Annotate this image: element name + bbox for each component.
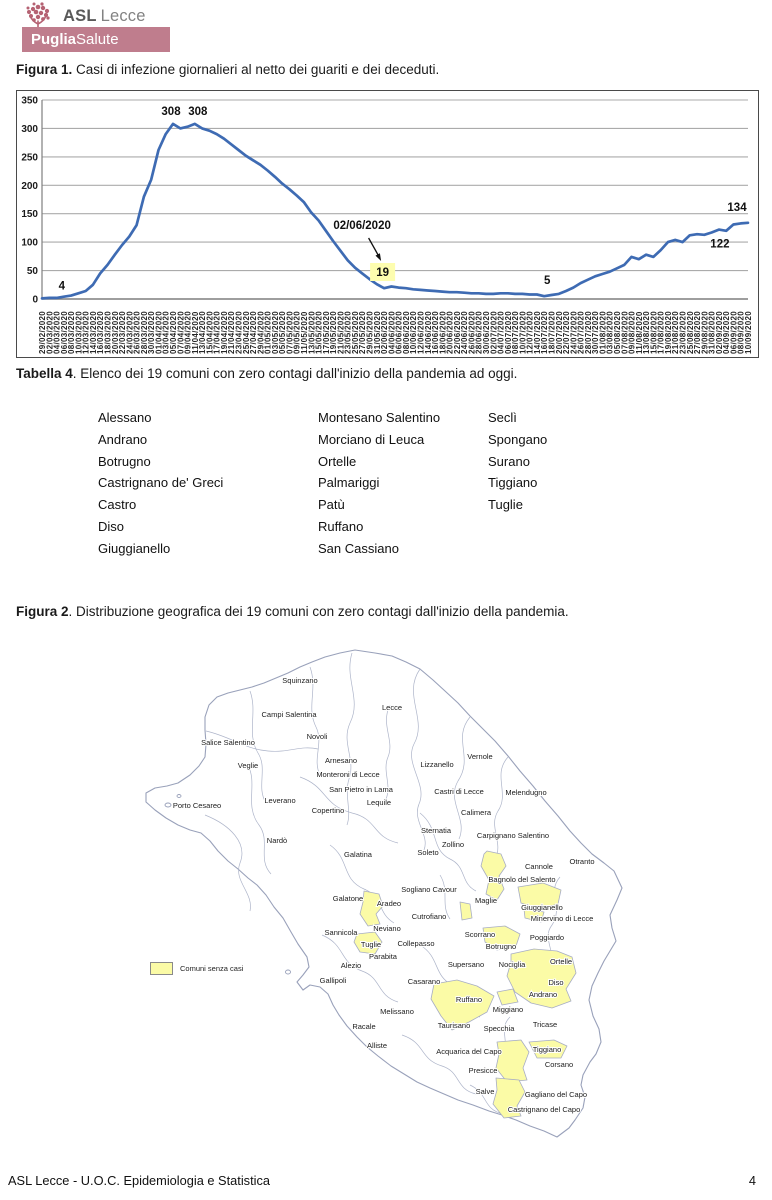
map-label: Calimera [460,808,492,817]
map-label: Ruffano [455,995,483,1004]
x-axis-tick-label: 18/07/2020 [547,310,557,354]
salute-text: Salute [76,31,119,48]
x-axis-tick-label: 09/05/2020 [292,310,302,354]
map-label: Parabita [369,952,397,961]
x-axis-tick-label: 25/04/2020 [241,310,251,354]
x-axis-tick-label: 10/03/2020 [74,310,84,354]
x-axis-tick-label: 04/09/2020 [722,310,732,354]
x-axis-tick-label: 05/05/2020 [278,310,288,354]
comune-item: Morciano di Leuca [318,431,425,447]
islet [286,970,291,974]
x-axis-tick-label: 21/08/2020 [671,310,681,354]
x-axis-tick-label: 27/04/2020 [249,310,259,354]
comune-item: Patù [318,497,345,513]
map-label: Corsano [544,1060,574,1069]
x-axis-tick-label: 31/05/2020 [372,310,382,354]
comune-item: Alessano [98,410,152,425]
comuni-list-column-3 [488,407,547,516]
map-label: Veglie [237,761,259,770]
comune-item: Ruffano [318,518,364,534]
x-axis-tick-label: 08/07/2020 [511,310,521,354]
comune-item: Tiggiano [488,475,538,491]
map-label: Ortelle [549,957,573,966]
x-axis-tick-label: 11/05/2020 [300,311,309,354]
map-label: Scorrano [464,930,496,939]
map-label: Galatone [332,894,364,903]
map-label: Cannole [525,862,553,871]
comune-item: Giuggianello [98,540,171,556]
map-label: Poggiardo [529,933,565,942]
data-label: 308 [161,105,181,118]
x-axis-tick-label: 22/07/2020 [562,310,571,354]
x-axis-tick-label: 23/08/2020 [678,310,688,354]
x-axis-tick-label: 19/05/2020 [329,310,339,354]
x-axis-tick-label: 14/03/2020 [88,310,98,354]
y-axis-tick-label: 350 [21,95,38,107]
x-axis-tick-label: 01/05/2020 [263,310,273,354]
map-label: Arnesano [324,756,358,765]
x-axis-tick-label: 27/08/2020 [693,310,703,354]
map-label: Otranto [569,857,595,866]
map-label: Taurisano [437,1021,471,1030]
map-label: Salve [475,1087,495,1096]
map-label: Campi Salentina [261,710,317,719]
x-axis-tick-label: 29/04/2020 [256,310,266,354]
callout-date-label: 02/06/2020 [333,220,391,232]
x-axis-tick-label: 06/07/2020 [503,310,513,354]
map-label: Tuglie [360,940,382,949]
legend-swatch [150,962,173,975]
comune-item: Tuglie [488,497,523,513]
page-number: 4 [748,1173,756,1188]
x-axis-tick-label: 26/06/2020 [467,310,477,354]
x-axis-tick-label: 16/07/2020 [540,310,550,354]
y-axis-tick-label: 250 [21,152,38,164]
islet [165,803,171,807]
asl-text: ASL [63,7,97,25]
x-axis-tick-label: 03/08/2020 [605,310,615,354]
highlighted-value-label: 19 [376,267,389,279]
x-axis-tick-label: 18/03/2020 [103,310,113,354]
y-axis-tick-label: 300 [21,123,38,135]
y-axis-tick-label: 150 [21,209,38,221]
x-axis-tick-label: 12/07/2020 [525,310,535,354]
x-axis-tick-label: 14/07/2020 [532,310,542,354]
x-axis-tick-label: 19/04/2020 [220,310,229,354]
comune-item: Botrugno [98,453,151,469]
pugliasalute-banner [22,27,170,52]
x-axis-tick-label: 16/03/2020 [96,310,106,354]
callout-arrow [369,238,379,255]
figure1-caption-text: Casi di infezione giornalieri al netto dei guariti e dei deceduti. [72,62,440,77]
map-label: Diso [548,978,564,987]
map-label: Specchia [483,1024,515,1033]
figure1-caption-label: Figura 1. [16,62,73,77]
data-label: 4 [58,280,66,293]
x-axis-tick-label: 28/03/2020 [139,310,149,354]
x-axis-tick-label: 04/07/2020 [496,310,506,354]
comune-item: Diso [98,518,125,534]
zero-case-patch-surano-area [460,902,472,920]
x-axis-tick-label: 28/07/2020 [583,310,593,354]
x-axis-tick-label: 14/06/2020 [423,310,433,354]
x-axis-tick-label: 08/06/2020 [401,310,411,354]
x-axis-tick-label: 23/05/2020 [343,310,353,354]
x-axis-tick-label: 12/06/2020 [416,310,426,354]
comune-item: Ortelle [318,453,357,469]
map-label: Casarano [407,977,441,986]
map-label: Nociglia [498,960,526,969]
x-axis-tick-label: 01/04/2020 [154,310,164,354]
map-label: Miggiano [492,1005,524,1014]
lecce-text: Lecce [100,7,146,25]
x-axis-tick-label: 22/06/2020 [452,310,462,354]
x-axis-tick-label: 04/03/2020 [52,310,62,354]
map-label: Aradeo [376,899,402,908]
x-axis-tick-label: 21/05/2020 [336,310,346,354]
x-axis-tick-label: 03/05/2020 [270,310,280,354]
map-label: Collepasso [397,939,435,948]
x-axis-tick-label: 31/08/2020 [707,310,717,354]
daily-cases-line-chart [16,90,759,358]
map-label: Bagnolo del Salento [488,875,556,884]
x-axis-tick-label: 29/02/2020 [38,310,47,354]
x-axis-tick-label: 22/03/2020 [118,310,128,354]
x-axis-tick-label: 15/08/2020 [649,310,659,354]
x-axis-tick-label: 05/04/2020 [169,310,178,354]
x-axis-tick-label: 05/08/2020 [613,310,622,354]
zero-case-patch-secli [360,891,383,926]
footer-text: ASL Lecce - U.O.C. Epidemiologia e Statistica [8,1173,270,1188]
map-label: Giuggianello [521,903,563,912]
map-label: Alliste [366,1041,388,1050]
map-label: Vernole [467,752,493,761]
map-label: Carpignano Salentino [476,831,550,840]
x-axis-tick-label: 13/05/2020 [307,310,317,354]
x-axis-tick-label: 10/06/2020 [409,310,419,354]
comune-item: Palmariggi [318,475,380,491]
x-axis-tick-label: 24/07/2020 [569,310,579,354]
data-label: 134 [727,201,747,214]
map-label: Supersano [447,960,485,969]
figure2-caption-text: . Distribuzione geografica dei 19 comuni con zero contagi dall'inizio della pandemia. [68,604,569,619]
x-axis-tick-label: 08/09/2020 [736,310,746,354]
figure2-map [0,645,772,1145]
map-label: Sogliano Cavour [401,885,457,894]
map-label: Tricase [532,1020,558,1029]
map-legend [150,962,243,975]
map-label: Monteroni di Lecce [316,770,380,779]
x-axis-tick-label: 10/09/2020 [744,310,753,354]
map-label: Racale [352,1022,376,1031]
comune-item: San Cassiano [318,540,399,556]
map-label: Andrano [528,990,558,999]
map-label: Novoli [306,732,328,741]
map-label: Squinzano [282,676,318,685]
x-axis-tick-label: 04/06/2020 [387,310,397,354]
map-label: Melendugno [505,788,547,797]
map-label: Alezio [340,961,362,970]
comune-item: Spongano [488,431,548,447]
callout-arrowhead [376,253,382,261]
table4-caption-label: Tabella 4 [16,366,73,381]
x-axis-tick-label: 11/04/2020 [190,311,200,354]
x-axis-tick-label: 29/05/2020 [365,310,375,354]
map-label: Sternatia [420,826,452,835]
figure1-chart [16,90,759,358]
zero-case-municipalities [354,851,576,1118]
map-label: Nardò [266,836,288,845]
x-axis-tick-label: 27/05/2020 [358,310,368,354]
x-axis-tick-label: 20/07/2020 [554,310,564,354]
islet [177,795,181,798]
map-label: Gagliano del Capo [524,1090,588,1099]
x-axis-tick-label: 09/04/2020 [183,310,193,354]
x-axis-tick-label: 13/04/2020 [198,310,208,354]
x-axis-tick-label: 13/08/2020 [642,310,652,354]
comune-item: Seclì [488,410,517,425]
x-axis-tick-label: 12/03/2020 [81,310,91,354]
map-label: Maglie [474,896,498,905]
map-label: San Pietro in Lama [329,785,393,794]
data-label: 308 [188,105,208,118]
map-label: Lizzanello [420,760,454,769]
comuni-list-column-2 [318,407,440,560]
x-axis-tick-label: 02/06/2020 [380,310,390,354]
table4-caption [16,366,517,381]
x-axis-tick-label: 23/04/2020 [234,310,244,354]
x-axis-tick-label: 17/08/2020 [656,310,666,354]
figure2-caption [16,604,569,619]
map-label: Leverano [264,796,296,805]
map-label: Lequile [366,798,392,807]
map-label: Castri di Lecce [434,787,484,796]
x-axis-tick-label: 30/07/2020 [591,310,601,354]
map-label: Melissano [380,1007,414,1016]
map-label: Porto Cesareo [172,801,222,810]
figure2-caption-label: Figura 2 [16,604,69,619]
x-axis-tick-label: 06/03/2020 [59,310,69,354]
y-axis-tick-label: 0 [32,294,38,306]
x-axis-tick-label: 07/04/2020 [176,310,186,354]
map-label: Presicce [468,1066,498,1075]
comuni-list-column-1 [98,407,223,560]
x-axis-tick-label: 20/03/2020 [110,310,120,354]
page-footer [8,1173,756,1188]
x-axis-tick-label: 26/07/2020 [576,310,586,354]
x-axis-tick-label: 29/08/2020 [700,310,710,354]
data-label: 5 [543,275,551,288]
map-label: Salice Salentino [201,738,255,747]
map-label: Botrugno [485,942,517,951]
x-axis-tick-label: 03/04/2020 [161,310,171,354]
map-label: Zollino [441,840,465,849]
x-axis-tick-label: 16/06/2020 [431,310,440,354]
comune-item: Castrignano de' Greci [98,475,224,491]
x-axis-tick-label: 01/08/2020 [598,310,608,354]
puglia-text: Puglia [31,31,77,48]
x-axis-tick-label: 02/07/2020 [489,310,499,354]
table4-caption-text: . Elenco dei 19 comuni con zero contagi dall'inizio della pandemia ad oggi. [72,366,518,381]
x-axis-tick-label: 18/06/2020 [438,310,448,354]
x-axis-tick-label: 15/05/2020 [314,310,324,354]
x-axis-tick-label: 30/03/2020 [147,310,157,354]
x-axis-tick-label: 28/06/2020 [474,310,484,354]
x-axis-tick-label: 26/03/2020 [132,310,142,354]
x-axis-tick-label: 02/09/2020 [714,310,724,354]
x-axis-tick-label: 24/03/2020 [125,310,135,354]
map-label: Tiggiano [532,1045,562,1054]
map-label: Castrignano del Capo [507,1105,581,1114]
asl-lecce-wordmark [63,7,146,26]
map-label: Galatina [344,850,372,859]
y-axis-tick-label: 200 [21,180,38,192]
x-axis-tick-label: 10/07/2020 [518,310,528,354]
x-axis-tick-label: 25/05/2020 [351,310,360,354]
map-label: Copertino [311,806,345,815]
comune-item: Andrano [98,431,148,447]
x-axis-tick-label: 06/09/2020 [729,310,739,354]
x-axis-tick-label: 25/08/2020 [685,310,695,354]
x-axis-tick-label: 02/03/2020 [45,310,55,354]
x-axis-tick-label: 07/05/2020 [285,310,295,354]
x-axis-tick-label: 06/06/2020 [394,310,404,354]
x-axis-tick-label: 30/06/2020 [482,310,491,354]
y-axis-tick-label: 100 [21,237,38,249]
data-label: 122 [710,238,730,251]
map-label: Cutrofiano [411,912,447,921]
comune-item: Surano [488,453,530,469]
x-axis-tick-label: 21/04/2020 [227,310,237,354]
map-label: Minervino di Lecce [530,914,594,923]
x-axis-tick-label: 07/08/2020 [620,310,630,354]
x-axis-tick-label: 11/08/2020 [634,311,644,354]
map-label: Gallipoli [319,976,347,985]
x-axis-tick-label: 17/04/2020 [212,310,222,354]
x-axis-tick-label: 20/06/2020 [445,310,455,354]
figure1-caption [16,62,439,77]
y-axis-tick-label: 50 [26,266,38,278]
map-label: Lecce [381,703,403,712]
x-axis-tick-label: 08/03/2020 [67,310,77,354]
province-map [0,645,772,1145]
legend-label: Comuni senza casi [180,964,244,973]
x-axis-tick-label: 19/08/2020 [663,310,673,354]
map-label: Soleto [417,848,439,857]
x-axis-tick-label: 09/08/2020 [627,310,637,354]
comune-item: Montesano Salentino [318,410,441,425]
x-axis-tick-label: 24/06/2020 [460,310,470,354]
map-label: Sannicola [324,928,358,937]
x-axis-tick-label: 15/04/2020 [205,310,215,354]
comune-item: Castro [98,497,137,513]
x-axis-tick-label: 17/05/2020 [321,310,331,354]
map-label: Acquarica del Capo [436,1047,502,1056]
map-label: Neviano [373,924,401,933]
